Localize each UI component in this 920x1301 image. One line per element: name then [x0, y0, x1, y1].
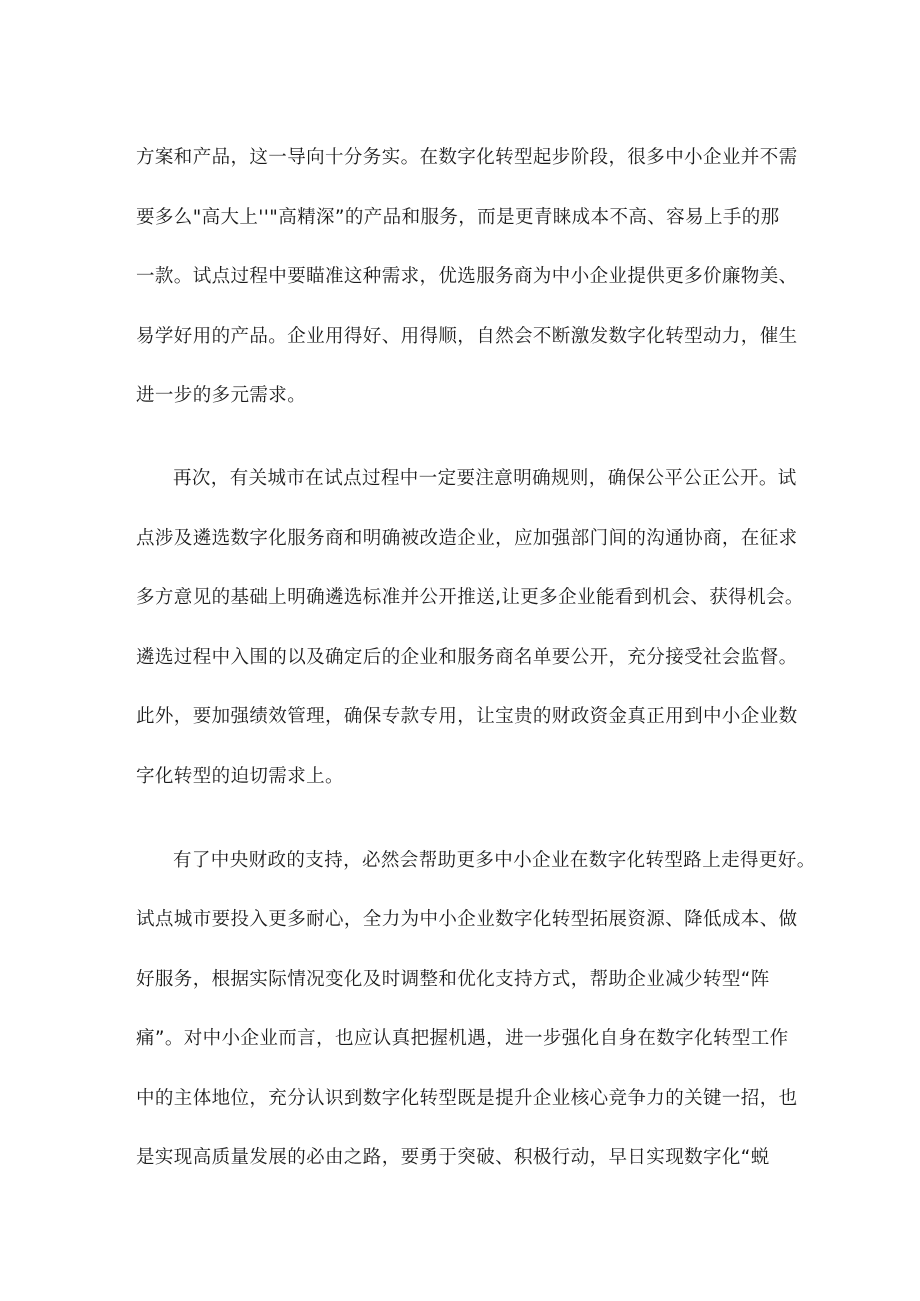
paragraph-line: 中的主体地位，充分认识到数字化转型既是提升企业核心竞争力的关键一招，也	[136, 1088, 798, 1109]
paragraph-line: 是实现高质量发展的必由之路，要勇于突破、积极行动，早日实现数字化“蜕	[136, 1147, 770, 1168]
paragraph-line: 此外，要加强绩效管理，确保专款专用，让宝贵的财政资金真正用到中小企业数	[136, 706, 798, 727]
paragraph-line: 再次，有关城市在试点过程中一定要注意明确规则，确保公平公正公开。试	[173, 468, 797, 489]
paragraph-line: 好服务，根据实际情况变化及时调整和优化支持方式，帮助企业减少转型“阵	[136, 969, 770, 990]
paragraph-line: 一款。试点过程中要瞄准这种需求，优选服务商为中小企业提供更多价廉物美、	[136, 266, 798, 287]
paragraph-line: 字化转型的迫切需求上。	[136, 766, 344, 787]
paragraph-line: 有了中央财政的支持，必然会帮助更多中小企业在数字化转型路上走得更好。	[173, 850, 816, 871]
paragraph-line: 多方意见的基础上明确遴选标准并公开推送,让更多企业能看到机会、获得机会。	[136, 587, 804, 608]
paragraph-line: 进一步的多元需求。	[136, 385, 307, 406]
paragraph-line: 痛”。对中小企业而言，也应认真把握机遇，进一步强化自身在数字化转型工作	[136, 1028, 789, 1049]
paragraph-line: 试点城市要投入更多耐心，全力为中小企业数字化转型拓展资源、降低成本、做	[136, 909, 798, 930]
paragraph-line: 方案和产品，这一导向十分务实。在数字化转型起步阶段，很多中小企业并不需	[136, 147, 798, 168]
paragraph-line: 易学好用的产品。企业用得好、用得顺，自然会不断激发数字化转型动力，催生	[136, 326, 798, 347]
paragraph-line: 点涉及遴选数字化服务商和明确被改造企业，应加强部门间的沟通协商，在征求	[136, 528, 798, 549]
paragraph-line: 要多么"高大上''"高精深”的产品和服务，而是更青睐成本不高、容易上手的那	[136, 207, 780, 228]
paragraph-line: 遴选过程中入围的以及确定后的企业和服务商名单要公开，充分接受社会监督。	[136, 647, 798, 668]
